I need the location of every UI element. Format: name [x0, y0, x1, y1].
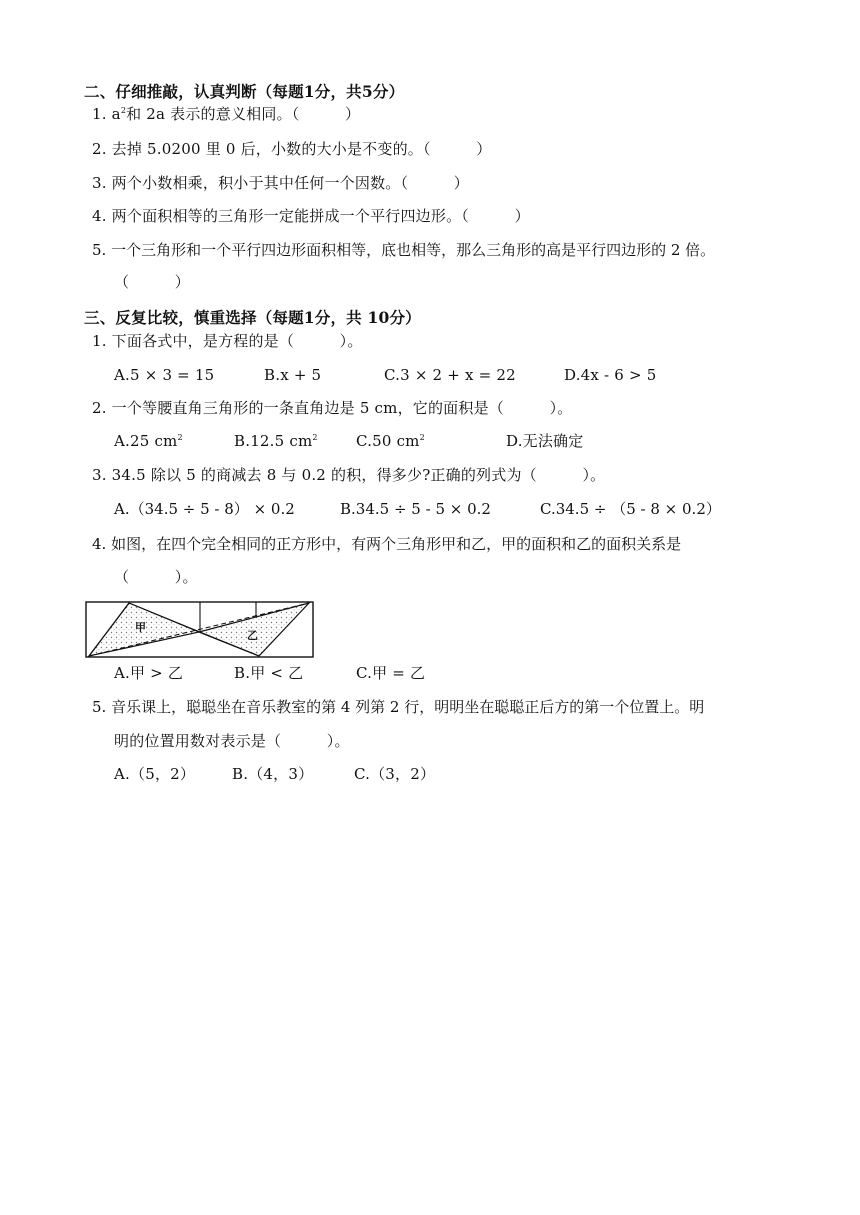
label-yi: 乙	[247, 629, 258, 642]
s3-q2-option-a-text: A.25 cm	[114, 432, 178, 450]
s3-q3-option-c: C.34.5 ÷ （5 - 8 × 0.2）	[540, 500, 721, 518]
s2-question-1	[92, 104, 360, 124]
s2-question-5-blank: （ ）	[114, 273, 191, 291]
s3-q5-option-a: A.（5，2）	[114, 765, 196, 783]
s3-q2-option-d-text: D.无法确定	[506, 432, 584, 450]
s2-question-2: 2. 去掉 5.0200 里 0 后，小数的大小是不变的。（ ）	[92, 140, 492, 158]
s3-q2-options	[114, 431, 583, 451]
s3-q3-option-a: A.（34.5 ÷ 5 - 8） × 0.2	[114, 500, 295, 518]
s2-q1-text-post: 和 2a 表示的意义相同。（ ）	[126, 105, 361, 123]
s3-q4-option-a: A.甲 > 乙	[114, 664, 184, 682]
s3-q2-option-a-sup: 2	[177, 433, 183, 442]
s3-q2-option-c-text: C.50 cm	[356, 432, 420, 450]
s2-q1-superscript: 2	[120, 106, 127, 115]
s3-q1-option-b: B.x + 5	[264, 366, 322, 384]
s3-question-5: 5. 音乐课上，聪聪坐在音乐教室的第 4 列第 2 行，明明坐在聪聪正后方的第一个位置上。明	[92, 698, 705, 716]
s3-q2-option-a	[114, 431, 234, 451]
label-jia: 甲	[135, 621, 146, 634]
s2-question-4: 4. 两个面积相等的三角形一定能拼成一个平行四边形。（ ）	[92, 207, 530, 225]
s3-q2-option-b-text: B.12.5 cm	[234, 432, 313, 450]
s3-q2-option-b	[234, 431, 356, 451]
s3-q2-option-d	[506, 431, 583, 451]
triangles-diagram	[85, 601, 315, 659]
s3-question-4: 4. 如图，在四个完全相同的正方形中，有两个三角形甲和乙，甲的面积和乙的面积关系是	[92, 535, 682, 553]
s2-question-5: 5. 一个三角形和一个平行四边形面积相等，底也相等，那么三角形的高是平行四边形的 2 倍。	[92, 241, 716, 259]
s3-q3-options	[114, 499, 721, 519]
s3-q4-option-b: B.甲 < 乙	[234, 664, 304, 682]
s3-q5-options	[114, 764, 435, 784]
s3-q1-option-a: A.5 × 3 = 15	[114, 366, 215, 384]
s3-question-3: 3. 34.5 除以 5 的商减去 8 与 0.2 的积，得多少?正确的列式为（ ）。	[92, 466, 606, 484]
s3-q3-option-b: B.34.5 ÷ 5 - 5 × 0.2	[340, 500, 491, 518]
s3-question-2: 2. 一个等腰直角三角形的一条直角边是 5 cm，它的面积是（ ）。	[92, 399, 573, 417]
s3-q1-options	[114, 365, 656, 385]
s3-question-4-blank: （ ）。	[114, 568, 198, 586]
section3-heading: 三、反复比较，慎重选择（每题1分，共 10分）	[84, 308, 421, 327]
s3-q4-options	[114, 663, 425, 683]
s3-q2-option-c-sup: 2	[419, 433, 425, 442]
s2-question-3: 3. 两个小数相乘，积小于其中任何一个因数。（ ）	[92, 174, 469, 192]
s3-q2-option-b-sup: 2	[312, 433, 318, 442]
s3-question-5-cont: 明的位置用数对表示是（ ）。	[114, 732, 350, 750]
s3-q1-option-c: C.3 × 2 + x = 22	[384, 366, 516, 384]
section2-heading: 二、仔细推敲，认真判断（每题1分，共5分）	[84, 82, 405, 101]
s3-q5-option-c: C.（3，2）	[354, 765, 436, 783]
s3-q5-option-b: B.（4，3）	[232, 765, 314, 783]
s2-q1-text-pre: 1. a	[92, 105, 121, 123]
four-squares-figure	[85, 601, 315, 659]
s3-q4-option-c: C.甲 = 乙	[356, 664, 426, 682]
s3-q1-option-d: D.4x - 6 > 5	[564, 366, 657, 384]
s3-question-1: 1. 下面各式中，是方程的是（ ）。	[92, 332, 363, 350]
s3-q2-option-c	[356, 431, 506, 451]
